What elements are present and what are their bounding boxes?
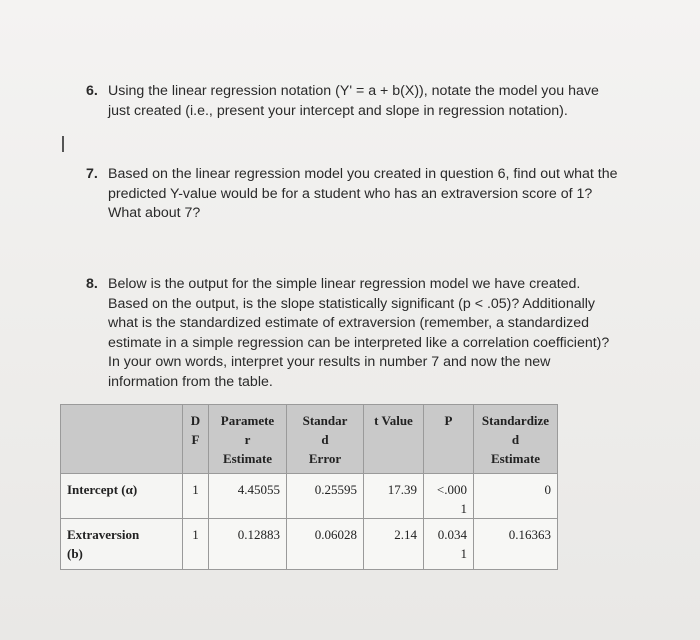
question-7 xyxy=(86,165,656,224)
question-text xyxy=(108,275,656,392)
question-line: Below is the output for the simple linear regression model we have created. xyxy=(108,276,581,292)
table-row xyxy=(61,519,558,570)
cell-p-value: <.000 1 xyxy=(424,474,474,519)
question-line: predicted Y-value would be for a student who has an extraversion score of 1? xyxy=(108,185,593,202)
cell-standard-error: 0.25595 xyxy=(287,474,364,519)
cell-standard-error: 0.06028 xyxy=(287,519,364,570)
question-8 xyxy=(86,275,656,392)
cell-df: 1 xyxy=(183,519,209,570)
table-header-row xyxy=(61,405,558,474)
question-line: just created (i.e., present your intercept and slope in regression notation). xyxy=(108,102,568,119)
header-empty-cell xyxy=(61,405,183,474)
cell-df: 1 xyxy=(183,474,209,519)
question-number: 7. xyxy=(86,166,98,182)
header-df: D F xyxy=(183,405,209,474)
header-parameter-estimate: Paramete r Estimate xyxy=(209,405,287,474)
header-t-value: t Value xyxy=(364,405,424,474)
question-line: In your own words, interpret your results in number 7 and now the new xyxy=(108,354,551,370)
cell-estimate: 0.12883 xyxy=(209,519,287,570)
question-text xyxy=(108,165,656,224)
row-label-intercept: Intercept (α) xyxy=(61,474,183,519)
question-6 xyxy=(86,82,656,121)
question-line: What about 7? xyxy=(108,205,201,221)
header-p: P xyxy=(424,405,474,474)
cell-t-value: 2.14 xyxy=(364,519,424,570)
question-line: Using the linear regression notation (Y' = a + b(X)), notate the model you have xyxy=(108,83,599,99)
table-row xyxy=(61,474,558,519)
text-cursor xyxy=(62,136,64,152)
header-standard-error: Standar d Error xyxy=(287,405,364,474)
cell-t-value: 17.39 xyxy=(364,474,424,519)
question-line: information from the table. xyxy=(108,373,273,390)
cell-standardized-estimate: 0.16363 xyxy=(474,519,558,570)
cell-estimate: 4.45055 xyxy=(209,474,287,519)
question-line: estimate in a simple regression can be interpreted like a correlation coefficient)? xyxy=(108,334,610,351)
question-number: 8. xyxy=(86,276,98,292)
question-line: what is the standardized estimate of extraversion (remember, a standardized xyxy=(108,315,590,331)
question-line: Based on the output, is the slope statistically significant (p < .05)? Additionally xyxy=(108,295,595,312)
question-line: Based on the linear regression model you created in question 6, find out what the xyxy=(108,166,618,182)
question-text xyxy=(108,82,656,121)
regression-output-table xyxy=(60,404,558,570)
cell-p-value: 0.034 1 xyxy=(424,519,474,570)
question-number: 6. xyxy=(86,83,98,99)
header-standardized-estimate: Standardize d Estimate xyxy=(474,405,558,474)
cell-standardized-estimate: 0 xyxy=(474,474,558,519)
row-label-extraversion: Extraversion (b) xyxy=(61,519,183,570)
